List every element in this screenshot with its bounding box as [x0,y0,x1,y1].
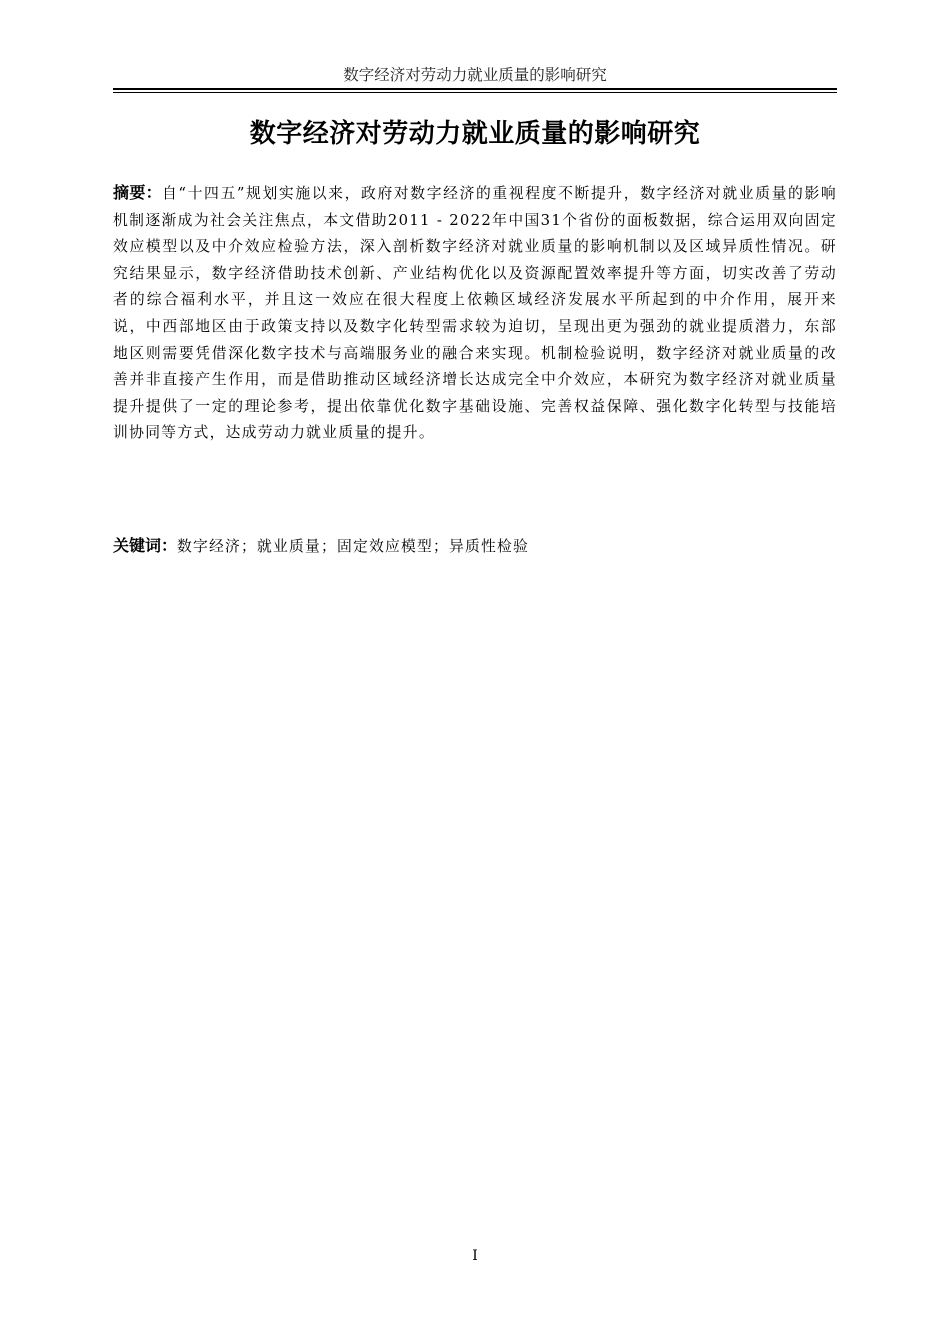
header-rule-thin [113,92,837,93]
keywords-text: 数字经济；就业质量；固定效应模型；异质性检验 [177,538,529,555]
running-header: 数字经济对劳动力就业质量的影响研究 [343,66,607,84]
abstract [113,180,837,447]
keywords [113,533,837,560]
abstract-text: 自“十四五”规划实施以来，政府对数字经济的重视程度不断提升，数字经济对就业质量的影响机制逐渐成为社会关注焦点，本文借助2011 - 2022年中国31个省份的面板数据，综合运用双向固定效应模型以及中介效应检验方法，深入剖析数字经济对就业质量的影响机制以及区域异质性情况。研究结果显示，数字经济借助技术创新、产业结构优化以及资源配置效率提升等方面，切实改善了劳动者的综合福利水平，并且这一效应在很大程度上依赖区域经济发展水平所起到的中介作用，展开来说，中西部地区由于政策支持以及数字化转型需求较为迫切，呈现出更为强劲的就业提质潜力，东部地区则需要凭借深化数字技术与高端服务业的融合来实现。机制检验说明，数字经济对就业质量的改善并非直接产生作用，而是借助推动区域经济增长达成完全中介效应，本研究为数字经济对就业质量提升提供了一定的理论参考，提出依靠优化数字基础设施、完善权益保障、强化数字化转型与技能培训协同等方式，达成劳动力就业质量的提升。 [113,185,837,442]
abstract-label: 摘要： [113,183,162,202]
page-number: I [472,1248,478,1264]
header-rule [113,88,837,90]
paper-title: 数字经济对劳动力就业质量的影响研究 [249,119,701,149]
keywords-label: 关键词： [113,536,178,555]
